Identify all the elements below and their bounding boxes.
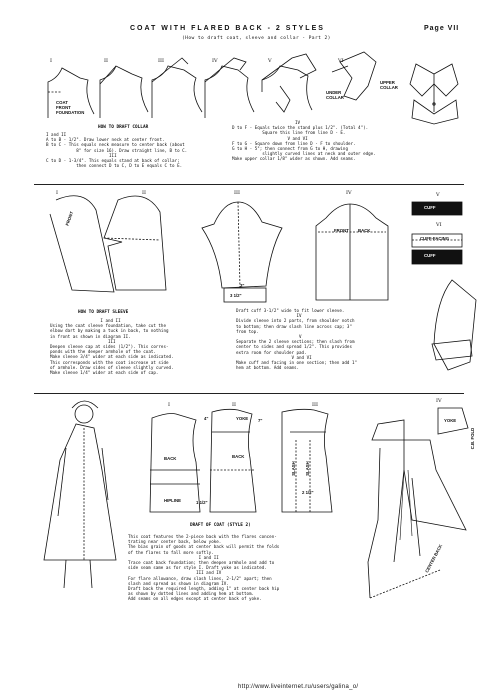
coat-back-diagram-ii	[210, 409, 256, 512]
collar-diagram-ii	[100, 66, 148, 118]
roman-numeral: IV	[436, 398, 442, 404]
roman-numeral: I	[50, 58, 52, 64]
upper-collar-label: UPPER COLLAR	[380, 80, 398, 91]
cuff-facing-label: CUFF-FACING	[420, 236, 450, 241]
roman-numeral: II	[142, 190, 146, 196]
back-label: BACK	[232, 454, 245, 459]
roman-numeral: I	[168, 402, 170, 408]
sleeve-diagram-ii	[104, 196, 166, 290]
collar-sketch	[410, 64, 458, 124]
coat-back-diagram-iv	[368, 408, 468, 598]
sleeve-sketch	[432, 280, 476, 370]
under-collar-label: UNDER COLLAR	[326, 90, 344, 101]
roman-numeral: V	[268, 58, 272, 64]
collar-instructions-right: IV D to F - Equals twice the stand plus 1/2". (Total 4"). Square this line from line D - E. V and VI F to G - Square down from line D - F to shoulder. G to H - 5"; then connect from G to H, drawing slightly curved lines at neck and outer edge. Make upper collar 1/8" wider as shown. Add seams.	[232, 120, 376, 162]
measurement-label: 1 1/2"	[196, 500, 208, 505]
cuff-label: CUFF	[424, 205, 436, 210]
collar-instructions-left: I and II A to B - 1/2". Draw lower neck at center front. B to C - This equals neck measure to center back (about 8" for size 16). Draw straight line, B to C. III C to D - 1-3/4". This equals stand at back of collar; then connect D to C, D to E equals C to E.	[46, 132, 188, 169]
sleeve-diagram-iv	[316, 204, 388, 300]
page-subtitle: (How to draft coat, sleeve and collar - Part 2)	[182, 36, 331, 41]
roman-numeral: III	[234, 190, 240, 196]
collar-diagram-iii	[152, 58, 202, 118]
cb-fold-label: C.B. FOLD	[470, 427, 476, 450]
coat-back-instructions: This coat features the 2-piece back with the flares concen- trating near center back, below yoke. The bias grain of goods at center back will permit the folds of the flares to fall more softly. I and II Trace coat back foundation; then deepen armhole and add to side seam same as for style I. Draft yoke as indicated. III and IV For flare allowance, draw slash lines, 2-1/2" apart; then slash and spread as shown in diagram IV. Draft back the required length, adding 1" at center back hip as shown by dotted lines and adding hem at bottom. Add seams on all edges except at center back of yoke.	[128, 534, 280, 602]
center-back-label: CENTER BACK	[424, 543, 444, 574]
roman-numeral: III	[312, 402, 318, 408]
sleeve-front-label: FRONT	[334, 228, 349, 233]
roman-numeral: IV	[346, 190, 352, 196]
roman-numeral: VI	[436, 222, 442, 228]
roman-numeral: IV	[212, 58, 218, 64]
sleeve-instructions-right: Draft cuff 3-1/2" wide to fit lower sleeve. IV Divide sleeve into 2 parts, from shoulder notch to bottom; then draw slash line across cap; 3" from top. V Separate the 2 sleeve sections; then slash from center to sides and spread 1/2". This provides extra room for shoulder pad. V and VI Make cuff and facing in one section; then add 1" hem at bottom. Add seams.	[236, 308, 358, 371]
roman-numeral: I	[56, 190, 58, 196]
sleeve-back-label: BACK	[358, 228, 371, 233]
slash-label: SLASH	[290, 461, 296, 476]
coat-front-foundation-label: COAT FRONT FOUNDATION	[56, 100, 85, 116]
yoke-label: YOKE	[236, 416, 249, 421]
collar-diagram-iv	[205, 58, 254, 118]
sleeve-instructions-left: I and II Using the coat sleeve foundation, take cut the elbow dart by making a tuck in back, to nothing in front as shown in diagram II. III Deepen sleeve cap at sides (1/2"). This corres- ponds with the deeper armhole of the coat. Make sleeve 3/4" wider at each side as indicated. This corresponds with the coat increase at side of armhole. Draw sides of sleeve slightly curved. Make sleeve 1/4" wider at each side of cap.	[50, 318, 174, 376]
page-title: COAT WITH FLARED BACK - 2 STYLES	[130, 25, 325, 32]
measurement-label: 2 1/2"	[302, 490, 314, 495]
sleeve-diagram-i	[50, 196, 114, 292]
section-divider	[34, 393, 464, 394]
hipline-label: HIPLINE	[164, 498, 181, 503]
how-to-draft-collar-heading: HOW TO DRAFT COLLAR	[98, 125, 149, 130]
measurement-label: 4"	[204, 416, 209, 421]
section-divider	[34, 184, 464, 185]
draft-of-coat-heading: DRAFT OF COAT (STYLE 2)	[190, 523, 251, 528]
cuff-diagrams	[412, 202, 462, 264]
roman-numeral: V	[436, 192, 440, 198]
roman-numeral: II	[104, 58, 108, 64]
source-url: http://www.liveinternet.ru/users/galina_o/	[238, 684, 359, 690]
page-number: Page VII	[424, 25, 460, 32]
coat-figure	[44, 401, 116, 588]
roman-numeral: III	[158, 58, 164, 64]
roman-numeral: II	[232, 402, 236, 408]
sleeve-front-label: FRONT	[64, 210, 75, 227]
slash-label: SLASH	[304, 461, 310, 476]
measurement-label: 3 1/2"	[230, 293, 242, 298]
measurement-label: 7"	[258, 418, 263, 423]
yoke-label: YOKE	[444, 418, 457, 423]
measurement-label: 3"	[240, 283, 245, 288]
cuff-label: CUFF	[424, 253, 436, 258]
back-label: BACK	[164, 456, 177, 461]
how-to-draft-sleeve-heading: HOW TO DRAFT SLEEVE	[78, 310, 129, 315]
roman-numeral: VI	[338, 58, 344, 64]
